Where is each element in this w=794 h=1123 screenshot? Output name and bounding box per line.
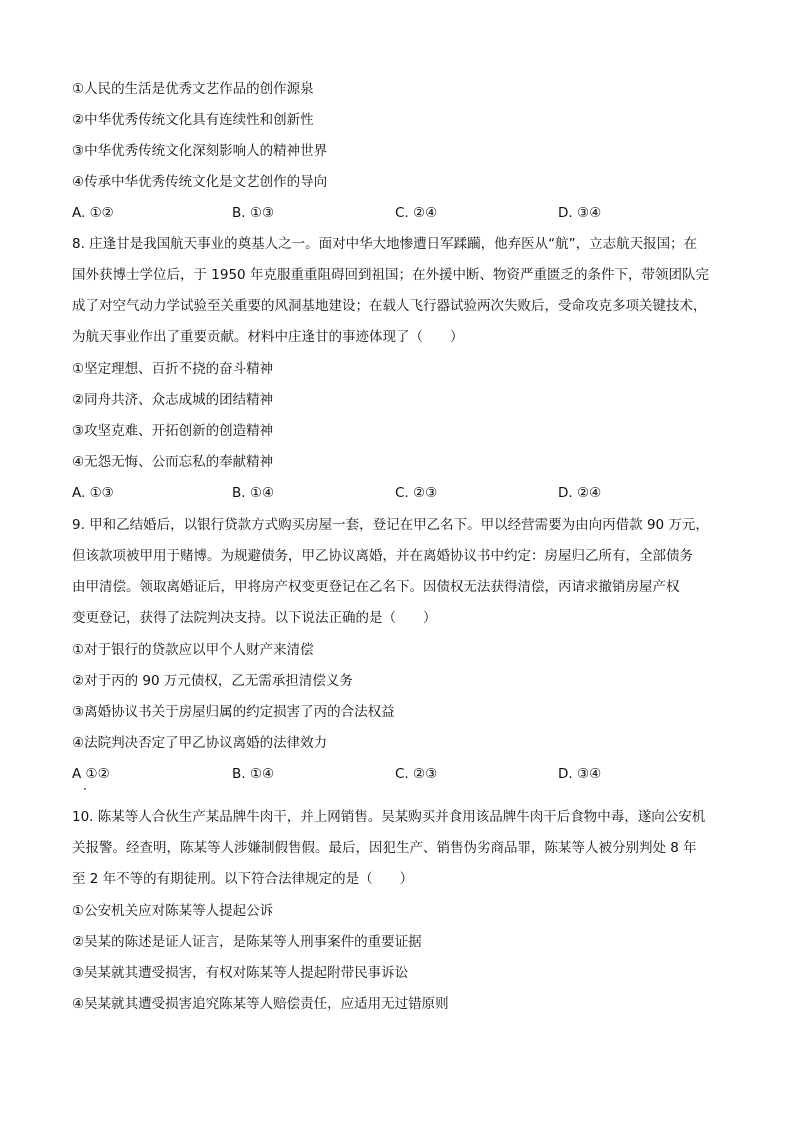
- q10-statement-3: ③吴某就其遭受损害，有权对陈某等人提起附带民事诉讼: [72, 965, 409, 981]
- q8-option-a[interactable]: A. ①③: [72, 485, 114, 501]
- q8-statement-2: ②同舟共济、众志成城的团结精神: [72, 392, 274, 408]
- q7-option-b[interactable]: B. ①③: [232, 205, 275, 221]
- q8-stem-line-2: 国外获博士学位后，于 1950 年克服重重阻碍回到祖国；在外援中断、物资严重匮乏的条件下，带领团队完: [72, 267, 709, 283]
- q9-stem-line-4: 变更登记，获得了法院判决支持。以下说法正确的是（ ）: [72, 610, 437, 626]
- q7-statement-1: ①人民的生活是优秀文艺作品的创作源泉: [72, 81, 314, 97]
- q8-stem-line-3: 成了对空气动力学试验至关重要的风洞基地建设；在载人飞行器试验两次失败后，受命攻克多项关键技术，: [72, 298, 707, 314]
- q10-statement-1: ①公安机关应对陈某等人提起公诉: [72, 903, 274, 919]
- q9-option-c[interactable]: C. ②③: [395, 766, 438, 782]
- q9-option-b[interactable]: B. ①④: [232, 766, 275, 782]
- q7-statement-3: ③中华优秀传统文化深刻影响人的精神世界: [72, 143, 328, 159]
- q9-statement-1: ①对于银行的贷款应以甲个人财产来清偿: [72, 642, 314, 658]
- q7-statement-2: ②中华优秀传统文化具有连续性和创新性: [72, 112, 314, 128]
- q9-option-a[interactable]: A ①②: [72, 766, 110, 782]
- q7-statement-4: ④传承中华优秀传统文化是文艺创作的导向: [72, 174, 328, 190]
- q7-option-d[interactable]: D. ③④: [558, 205, 602, 221]
- q8-option-d[interactable]: D. ②④: [558, 485, 602, 501]
- q8-statement-3: ③攻坚克难、开拓创新的创造精神: [72, 423, 274, 439]
- q10-stem-line-3: 至 2 年不等的有期徒刑。以下符合法律规定的是（ ）: [72, 871, 414, 887]
- q8-statement-4: ④无怨无悔、公而忘私的奉献精神: [72, 454, 274, 470]
- q10-statement-4: ④吴某就其遭受损害追究陈某等人赔偿责任，应适用无过错原则: [72, 996, 449, 1012]
- stray-dot: [84, 788, 86, 790]
- q8-options: [72, 484, 722, 502]
- q9-option-d[interactable]: D. ③④: [558, 766, 602, 782]
- q9-stem-line-2: 但该款项被甲用于赌博。为规避债务，甲乙协议离婚，并在离婚协议书中约定：房屋归乙所有，全部债务: [72, 548, 693, 564]
- q8-option-c[interactable]: C. ②③: [395, 485, 438, 501]
- q8-option-b[interactable]: B. ①④: [232, 485, 275, 501]
- q8-statement-1: ①坚定理想、百折不挠的奋斗精神: [72, 361, 274, 377]
- q8-stem-line-4: 为航天事业作出了重要贡献。材料中庄逢甘的事迹体现了（ ）: [72, 329, 464, 345]
- q10-stem-line-2: 关报警。经查明，陈某等人涉嫌制假售假。最后，因犯生产、销售伪劣商品罪，陈某等人被分别判处 8 年: [72, 840, 697, 856]
- q9-options: [72, 765, 722, 783]
- q7-option-a[interactable]: A. ①②: [72, 205, 114, 221]
- q9-statement-2: ②对于丙的 90 万元债权，乙无需承担清偿义务: [72, 673, 353, 689]
- q7-options: [72, 204, 722, 222]
- q9-statement-3: ③离婚协议书关于房屋归属的约定损害了丙的合法权益: [72, 704, 395, 720]
- q9-stem-line-1: 9. 甲和乙结婚后，以银行贷款方式购买房屋一套，登记在甲乙名下。甲以经营需要为由向丙借款 90 万元，: [72, 517, 709, 533]
- q9-stem-line-3: 由甲清偿。领取离婚证后，甲将房产权变更登记在乙名下。因债权无法获得清偿，丙请求撤销房屋产权: [72, 579, 680, 595]
- q7-option-c[interactable]: C. ②④: [395, 205, 438, 221]
- q8-stem-line-1: 8. 庄逢甘是我国航天事业的奠基人之一。面对中华大地惨遭日军蹂躏，他弃医从“航”，立志航天报国；在: [72, 236, 698, 252]
- q10-stem-line-1: 10. 陈某等人合伙生产某品牌牛肉干，并上网销售。吴某购买并食用该品牌牛肉干后食物中毒，遂向公安机: [72, 809, 706, 825]
- q9-statement-4: ④法院判决否定了甲乙协议离婚的法律效力: [72, 735, 328, 751]
- q10-statement-2: ②吴某的陈述是证人证言，是陈某等人刑事案件的重要证据: [72, 934, 422, 950]
